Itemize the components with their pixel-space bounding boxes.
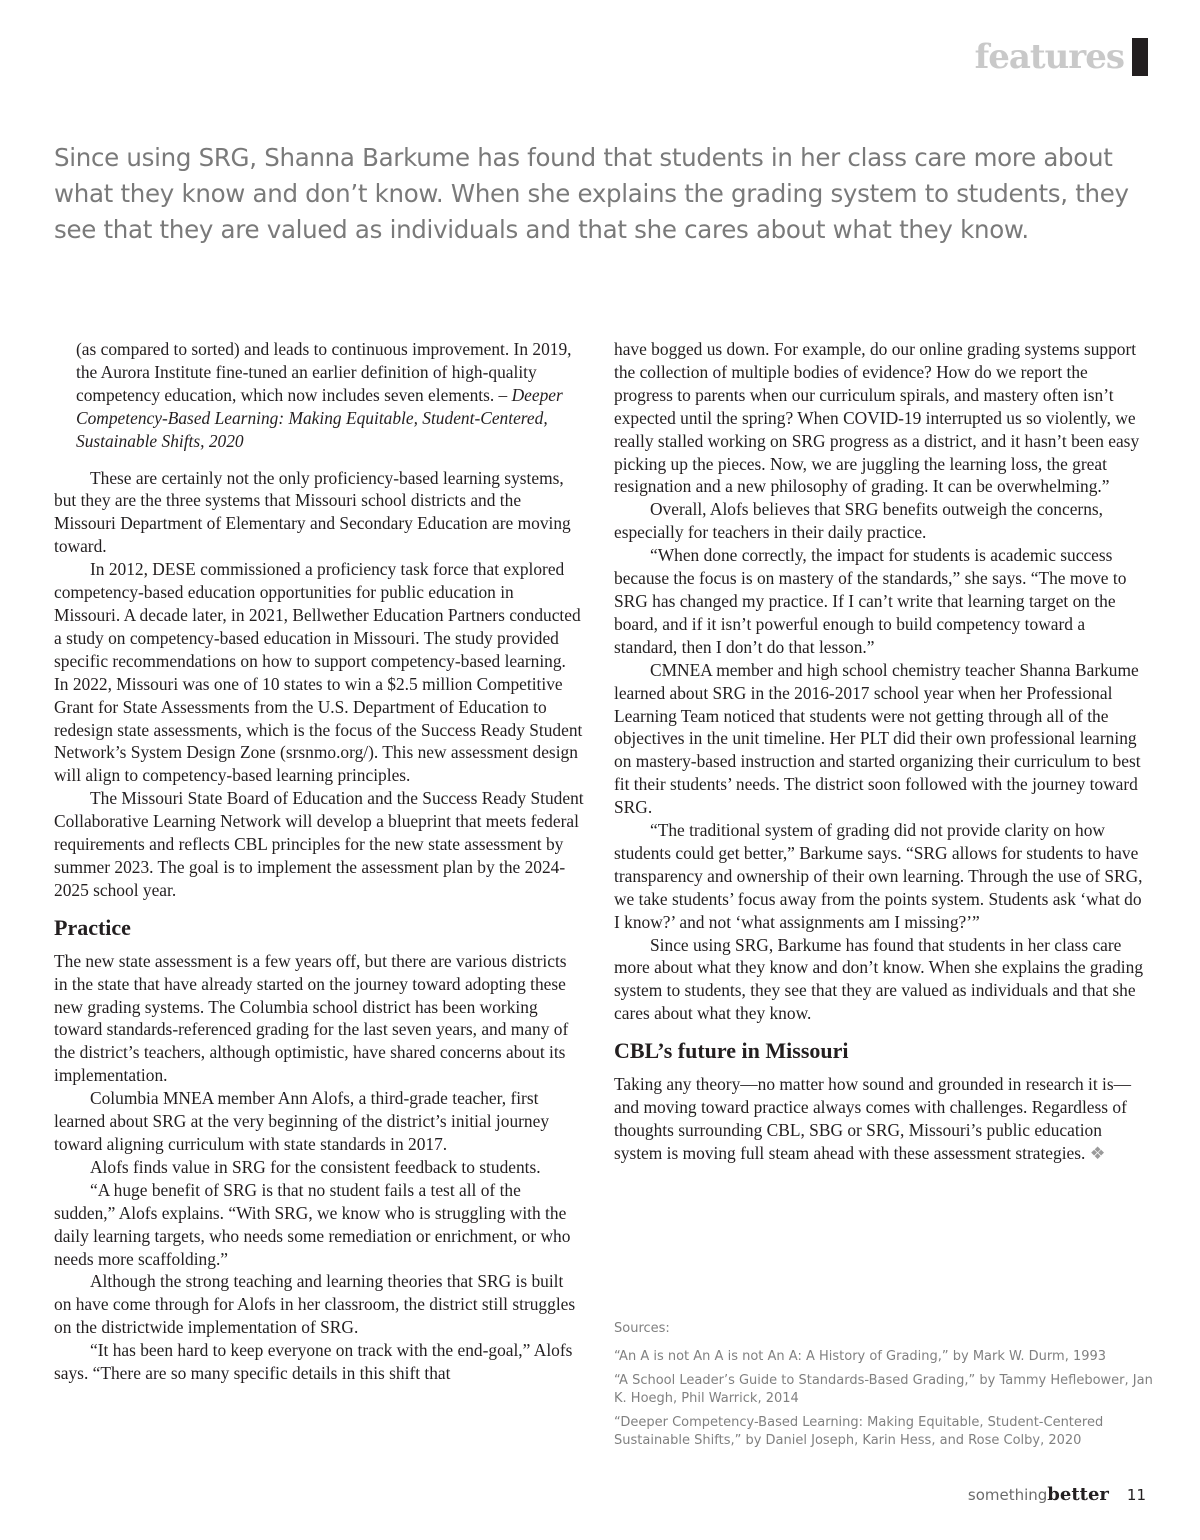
- source-item: “A School Leader’s Guide to Standards-Based Grading,” by Tammy Heflebower, Jan K. Hoegh, Phil Warrick, 2014: [614, 1373, 1153, 1406]
- body-paragraph: “When done correctly, the impact for students is academic success because the focus is on mastery of the standards,” she says. “The move to SRG has changed my practice. If I can’t write that learning target on the board, and if it isn’t powerful enough to build competency toward a standard, then I don’t do that lesson.”: [614, 545, 1127, 657]
- body-paragraph: “The traditional system of grading did not provide clarity on how students could get better,” Barkume says. “SRG allows for students to have transparency and ownership of their own learning. Through the use of SRG, we take students’ focus away from the points system. Students ask ‘what do I know?’ and not ‘what assignments am I missing?’”: [614, 820, 1143, 932]
- right-column: [614, 338, 1148, 1165]
- brand-name-light: something: [967, 1486, 1048, 1504]
- source-item: “An A is not An A is not An A: A History of Grading,” by Mark W. Durm, 1993: [614, 1349, 1107, 1364]
- definition-quote: [76, 338, 584, 453]
- body-paragraph: [614, 1073, 1148, 1165]
- body-paragraph: The Missouri State Board of Education and the Success Ready Student Collaborative Learning Network will develop a blueprint that meets federal requirements and reflects CBL principles for the new state assessment by summer 2023. The goal is to implement the assessment plan by the 2024-2025 school year.: [54, 788, 584, 900]
- quote-citation: Deeper Competency-Based Learning: Making Equitable, Student-Centered, Sustainable Shifts, 2020: [76, 384, 563, 451]
- brand-name-bold: better: [1047, 1484, 1109, 1505]
- body-paragraph: Columbia MNEA member Ann Alofs, a third-grade teacher, first learned about SRG at the very beginning of the district’s initial journey toward aligning curriculum with state standards in 2017.: [54, 1088, 550, 1154]
- section-title: features: [974, 37, 1124, 77]
- heading-practice: Practice: [54, 914, 131, 940]
- body-paragraph: Since using SRG, Barkume has found that students in her class care more about what they know and don’t know. When she explains the grading system to students, they see that they are valued as individuals and that she cares about what they know.: [614, 934, 1144, 1024]
- sources-list: [614, 1320, 1154, 1456]
- quote-text: (as compared to sorted) and leads to continuous improvement. In 2019, the Aurora Institute fine-tuned an earlier definition of high-quality competency education, which now includes seven elements. –: [76, 339, 572, 405]
- body-paragraph: These are certainly not the only proficiency-based learning systems, but they are the three systems that Missouri school districts and the Missouri Department of Elementary and Secondary Education are moving toward.: [54, 467, 571, 557]
- body-paragraph: Although the strong teaching and learning theories that SRG is built on have come through for Alofs in her classroom, the district still struggles on the districtwide implementation of SRG.: [54, 1271, 576, 1338]
- body-paragraph: In 2012, DESE commissioned a proficiency task force that explored competency-based education opportunities for public education in Missouri. A decade later, in 2021, Bellwether Education Partners conducted a study on competency-based education in Missouri. The study provided specific recommendations on how to support competency-based learning. In 2022, Missouri was one of 10 states to win a $2.5 million Competitive Grant for State Assessments from the U.S. Department of Education to redesign state assessments, which is the focus of the Success Ready Student Network’s System Design Zone (srsnmo.org/). This new assessment design will align to competency-based learning principles.: [54, 559, 583, 786]
- heading-future: CBL’s future in Missouri: [614, 1038, 849, 1064]
- page-footer: [968, 1484, 1146, 1505]
- body-paragraph: “It has been hard to keep everyone on track with the end-goal,” Alofs says. “There are so many specific details in this shift that: [54, 1340, 573, 1384]
- body-paragraph: Alofs finds value in SRG for the consistent feedback to students.: [90, 1156, 541, 1177]
- future-text: Taking any theory—no matter how sound and grounded in research it is—and moving toward practice always comes with challenges. Regardless of thoughts surrounding CBL, SBG or SRG, Missouri’s public education system is moving full steam ahead with these assessment strategies.: [614, 1074, 1131, 1163]
- body-paragraph: Overall, Alofs believes that SRG benefits outweigh the concerns, especially for teachers in their daily practice.: [614, 499, 1104, 543]
- page-number: 11: [1126, 1486, 1146, 1504]
- pull-quote: Since using SRG, Shanna Barkume has found that students in her class care more about what they know and don’t know. When she explains the grading system to students, they see that they are valued as individuals and that she cares about what they know.: [54, 143, 1129, 244]
- body-paragraph: The new state assessment is a few years off, but there are various districts in the state that have already started on the journey toward adopting these new grading systems. The Columbia school district has been working toward standards-referenced grading for the last seven years, and many of the district’s teachers, although optimistic, have shared concerns about its implementation.: [54, 950, 569, 1086]
- left-column: [54, 338, 584, 1385]
- body-paragraph: “A huge benefit of SRG is that no student fails a test all of the sudden,” Alofs explains. “With SRG, we know who is struggling with the daily learning targets, who needs some remediation or enrichment, or who needs more scaffolding.”: [54, 1179, 571, 1269]
- body-paragraph: have bogged us down. For example, do our online grading systems support the collection of multiple bodies of evidence? How do we report the progress to parents when our curriculum spirals, and mastery often isn’t expected until the spring? When COVID-19 interrupted us so violently, we really stalled working on SRG progress as a district, and it hasn’t been easy picking up the pieces. Now, we are juggling the learning loss, the great resignation and a new philosophy of grading. It can be overwhelming.”: [614, 339, 1140, 497]
- sources-label: Sources:: [614, 1321, 670, 1336]
- source-item: “Deeper Competency-Based Learning: Making Equitable, Student-Centered Sustainable Shifts,” by Daniel Joseph, Karin Hess, and Rose Colby, 2020: [614, 1415, 1104, 1448]
- end-mark-icon: ❖: [1089, 1142, 1106, 1163]
- section-tag: [975, 38, 1148, 76]
- body-paragraph: CMNEA member and high school chemistry teacher Shanna Barkume learned about SRG in the 2016-2017 school year when her Professional Learning Team noticed that students were not getting through all of the objectives in the unit timeline. Her PLT did their own professional learning on mastery-based instruction and started organizing their curriculum to best fit their students’ needs. The district soon followed with the journey toward SRG.: [614, 659, 1141, 818]
- section-marker-bar: [1132, 38, 1148, 76]
